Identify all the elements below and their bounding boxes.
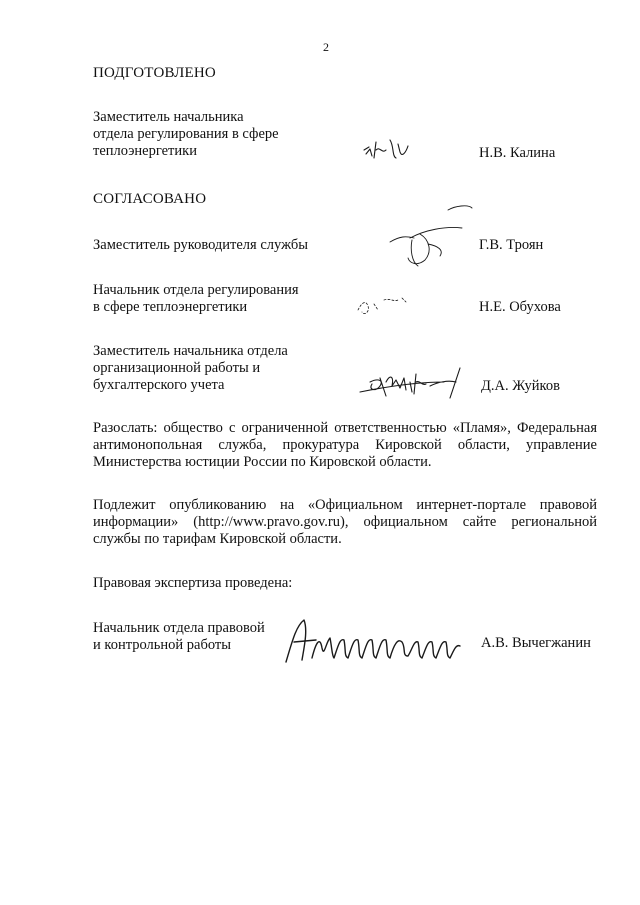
signature-kalina bbox=[360, 132, 430, 168]
agreed-signer-name-2: Н.Е. Обухова bbox=[479, 299, 561, 315]
signature-vychegzhanin bbox=[282, 612, 472, 670]
legal-review-statement: Правовая экспертиза проведена: bbox=[93, 575, 293, 591]
publication-paragraph: Подлежит опубликованию на «Официальном интернет-портале правовой информации» (http://www.pravo.gov.ru), официальном сайте региональной службы по тарифам Кировской области. bbox=[93, 497, 597, 547]
legal-review-position: Начальник отдела правовой и контрольной работы bbox=[93, 620, 265, 653]
signature-zhuikov bbox=[360, 360, 485, 405]
agreed-signer-position-2: Начальник отдела регулирования в сфере теплоэнергетики bbox=[93, 282, 299, 315]
distribution-paragraph: Разослать: общество с ограниченной ответственностью «Пламя», Федеральная антимонопольная служба, прокуратура Кировской области, управление Министерства юстиции России по Кировской области. bbox=[93, 420, 597, 470]
signature-troyan bbox=[370, 200, 480, 275]
agreed-signer-position-1: Заместитель руководителя службы bbox=[93, 237, 309, 253]
signature-obukhova bbox=[350, 288, 420, 322]
prepared-signer-name: Н.В. Калина bbox=[479, 145, 556, 161]
agreed-heading: СОГЛАСОВАНО bbox=[93, 191, 207, 207]
agreed-signer-name-3: Д.А. Жуйков bbox=[481, 378, 560, 394]
legal-review-signer-name: А.В. Вычегжанин bbox=[481, 635, 591, 651]
page-number: 2 bbox=[323, 40, 329, 54]
agreed-signer-position-3: Заместитель начальника отдела организационной работы и бухгалтерского учета bbox=[93, 343, 288, 393]
agreed-signer-name-1: Г.В. Троян bbox=[479, 237, 544, 253]
prepared-heading: ПОДГОТОВЛЕНО bbox=[93, 65, 216, 81]
prepared-position: Заместитель начальника отдела регулирования в сфере теплоэнергетики bbox=[93, 109, 279, 159]
